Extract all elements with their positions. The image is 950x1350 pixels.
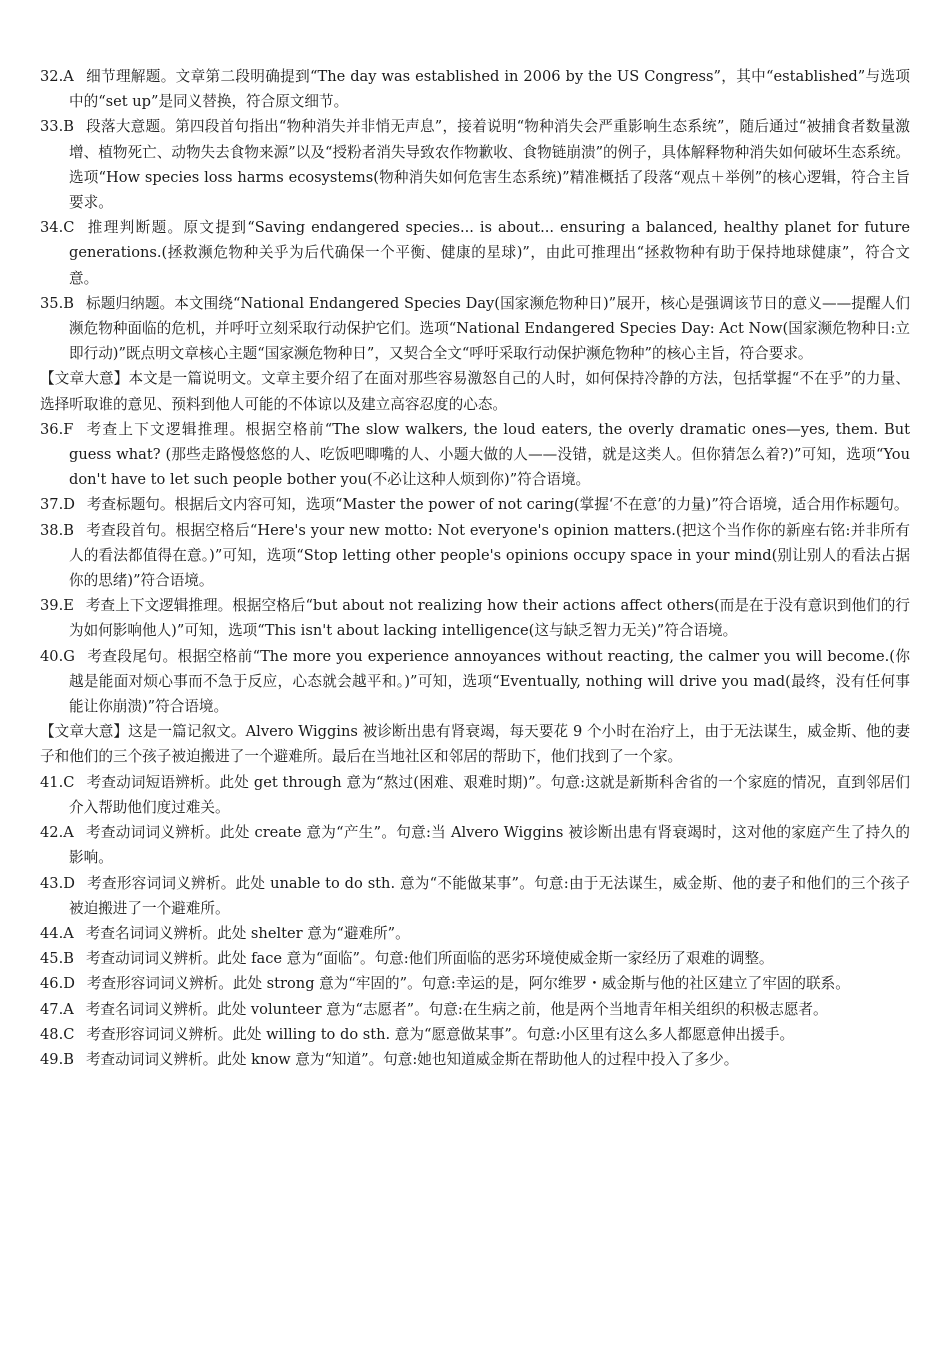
answer-item-44: 44.A 考查名词词义辨析。此处 shelter 意为“避难所”。: [40, 924, 410, 942]
answer-item-34: 34.C 推理判断题。原文提到“Saving endangered species... is about... ensuring a balanced, healthy planet for future generations.(拯救濒危物种关乎为后代确保一个平衡、健康的星球)”，由此可推理出“拯救物种有助于保持地球健康”，符合文意。: [40, 219, 910, 287]
article-summary-2: 【文章大意】这是一篇记叙文。Alvero Wiggins 被诊断出患有肾衰竭，每天要花 9 个小时在治疗上，由于无法谋生，威金斯、他的妻子和他们的三个孩子被迫搬进了一个避难所。最后在当地社区和邻居的帮助下，他们找到了一个家。: [40, 723, 910, 766]
answer-item-33: 33.B 段落大意题。第四段首句指出“物种消失并非悄无声息”，接着说明“物种消失会严重影响生态系统”，随后通过“被捕食者数量激增、植物死亡、动物失去食物来源”以及“授粉者消失导致农作物歉收、食物链崩溃”的例子，具体解释物种消失如何破坏生态系统。选项“How species loss harms ecosystems(物种消失如何危害生态系统)”精准概括了段落“观点＋举例”的核心逻辑，符合主旨要求。: [40, 118, 910, 212]
answer-item-32: 32.A 细节理解题。文章第二段明确提到“The day was established in 2006 by the US Congress”，其中“established”与选项中的“set up”是同义替换，符合原文细节。: [40, 68, 910, 111]
answer-item-41: 41.C 考查动词短语辨析。此处 get through 意为“熬过(困难、艰难时期)”。句意:这就是新斯科舍省的一个家庭的情况，直到邻居们介入帮助他们度过难关。: [40, 773, 910, 816]
answer-item-46: 46.D 考查形容词词义辨析。此处 strong 意为“牢固的”。句意:幸运的是，阿尔维罗・威金斯与他的社区建立了牢固的联系。: [40, 975, 850, 993]
article-summary-1: 【文章大意】本文是一篇说明文。文章主要介绍了在面对那些容易激怒自己的人时，如何保持冷静的方法，包括掌握“不在乎”的力量、选择听取谁的意见、预料到他人可能的不体谅以及建立高容忍度的心态。: [40, 370, 910, 413]
answer-item-49: 49.B 考查动词词义辨析。此处 know 意为“知道”。句意:她也知道威金斯在帮助他人的过程中投入了多少。: [40, 1050, 739, 1068]
answer-item-48: 48.C 考查形容词词义辨析。此处 willing to do sth. 意为“愿意做某事”。句意:小区里有这么多人都愿意伸出援手。: [40, 1025, 795, 1043]
answer-item-40: 40.G 考查段尾句。根据空格前“The more you experience annoyances without reacting, the calmer you will become.(你越是能面对烦心事而不急于反应，心态就会越平和。)”可知，选项“Eventually, nothing will drive you mad(最终，没有任何事能让你崩溃)”符合语境。: [40, 647, 910, 716]
answer-item-38: 38.B 考查段首句。根据空格后“Here's your new motto: Not everyone's opinion matters.(把这个当作你的新座右铭:并非所有人的看法都值得在意。)”可知，选项“Stop letting other people's opinions occupy space in your mind(别让别人的看法占据你的思绪)”符合语境。: [40, 521, 910, 590]
answer-item-35: 35.B 标题归纳题。本文围绕“National Endangered Species Day(国家濒危物种日)”展开，核心是强调该节日的意义——提醒人们濒危物种面临的危机，并呼吁立刻采取行动保护它们。选项“National Endangered Species Day: Act Now(国家濒危物种日:立即行动)”既点明文章核心主题“国家濒危物种日”，又契合全文“呼吁采取行动保护濒危物种”的核心主旨，符合要求。: [40, 294, 910, 363]
answer-item-36: 36.F 考查上下文逻辑推理。根据空格前“The slow walkers, the loud eaters, the overly dramatic ones—yes, them. But guess what? (那些走路慢悠悠的人、吃饭吧唧嘴的人、小题大做的人——没错，就是这类人。但你猜怎么着?)”可知，选项“You don't have to let such people bother you(不必让这种人烦到你)”符合语境。: [40, 420, 910, 489]
answer-item-42: 42.A 考查动词词义辨析。此处 create 意为“产生”。句意:当 Alvero Wiggins 被诊断出患有肾衰竭时，这对他的家庭产生了持久的影响。: [40, 824, 910, 867]
answer-item-47: 47.A 考查名词词义辨析。此处 volunteer 意为“志愿者”。句意:在生病之前，他是两个当地青年相关组织的积极志愿者。: [40, 1000, 828, 1018]
answer-item-45: 45.B 考查动词词义辨析。此处 face 意为“面临”。句意:他们所面临的恶劣环境使威金斯一家经历了艰难的调整。: [40, 950, 774, 968]
answer-item-39: 39.E 考查上下文逻辑推理。根据空格后“but about not realizing how their actions affect others(而是在于没有意识到他们的行为如何影响他人)”可知，选项“This isn't about lacking intelligence(这与缺乏智力无关)”符合语境。: [40, 597, 910, 640]
answer-item-43: 43.D 考查形容词词义辨析。此处 unable to do sth. 意为“不能做某事”。句意:由于无法谋生，威金斯、他的妻子和他们的三个孩子被迫搬进了一个避难所。: [40, 874, 910, 917]
answer-item-37: 37.D 考查标题句。根据后文内容可知，选项“Master the power of not caring(掌握‘不在意’的力量)”符合语境，适合用作标题句。: [40, 496, 909, 514]
